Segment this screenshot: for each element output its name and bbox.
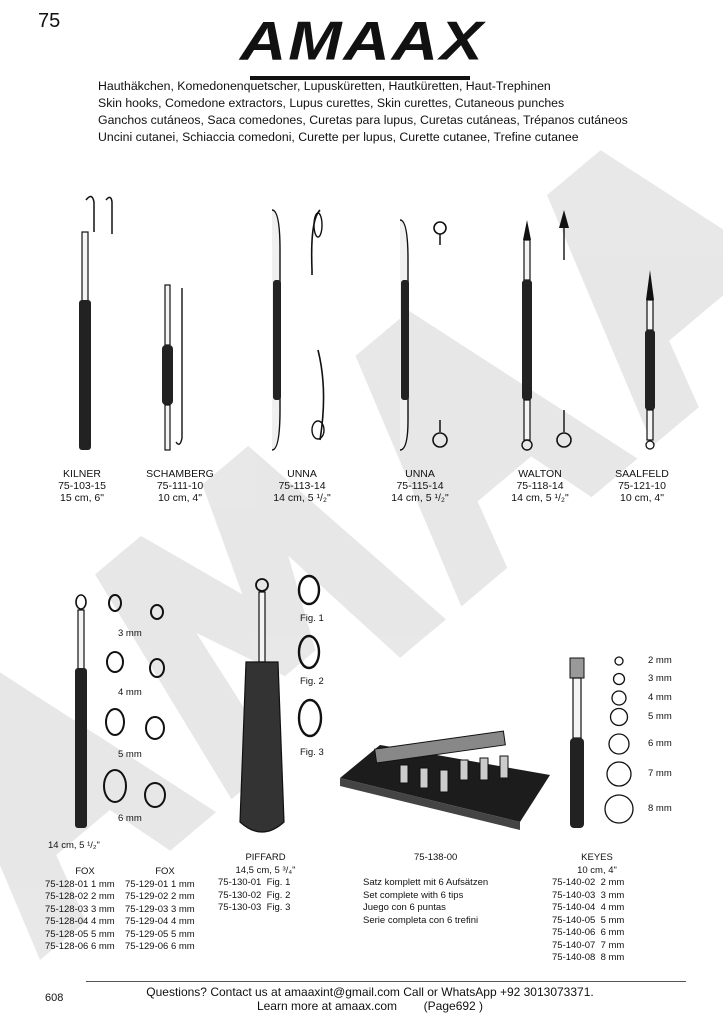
kilner-code: 75-103-15 bbox=[58, 480, 106, 492]
keyes-size: 10 cm, 4" bbox=[577, 864, 617, 876]
walton-size: 14 cm, 5 ¹/₂" bbox=[511, 492, 569, 504]
unna-113-illustration bbox=[272, 210, 324, 450]
piffard-130-03: 75-130-03 Fig. 3 bbox=[218, 902, 291, 913]
brand-logo: AMAAX bbox=[240, 10, 485, 72]
keyes-circle-label-3: 3 mm bbox=[648, 673, 672, 684]
set-line-it: Serie completa con 6 trefini bbox=[363, 914, 479, 926]
keyes-circle-label-7: 7 mm bbox=[648, 768, 672, 779]
unna-113-label bbox=[260, 468, 344, 504]
footer-page-ref: (Page692 ) bbox=[423, 999, 484, 1013]
saalfeld-illustration bbox=[645, 270, 655, 449]
fox-length: 14 cm, 5 ¹/₂" bbox=[48, 840, 100, 851]
fox-129-01: 75-129-01 1 mm bbox=[125, 878, 195, 890]
piffard-fig1-label: Fig. 1 bbox=[300, 613, 324, 624]
punch-set-illustration bbox=[340, 731, 550, 830]
footer-website[interactable]: Learn more at amaax.com bbox=[256, 999, 397, 1013]
fox-129-04: 75-129-04 4 mm bbox=[125, 916, 195, 927]
walton-code: 75-118-14 bbox=[516, 480, 564, 492]
fox-table bbox=[45, 866, 205, 954]
kilner-size: 15 cm, 6" bbox=[60, 492, 104, 504]
desc-english: Skin hooks, Comedone extractors, Lupus curettes, Skin curettes, Cutaneous punches bbox=[98, 96, 565, 110]
unna-113-name: UNNA bbox=[287, 468, 317, 480]
fox-128-06: 75-128-06 6 mm bbox=[45, 941, 115, 952]
schamberg-code: 75-111-10 bbox=[156, 480, 204, 492]
fox-129-02: 75-129-02 2 mm bbox=[125, 891, 195, 902]
fox-col2 bbox=[125, 879, 205, 954]
desc-german: Hauthäkchen, Komedonenquetscher, Lupusküretten, Hautküretten, Haut-Trephinen bbox=[98, 79, 551, 93]
footer-contact bbox=[130, 985, 610, 1013]
unna-115-code: 75-115-14 bbox=[396, 480, 444, 492]
keyes-circle-label-5: 5 mm bbox=[648, 711, 672, 722]
unna-115-label bbox=[378, 468, 462, 504]
fox-tip-size-4: 4 mm bbox=[118, 687, 142, 698]
desc-italian: Uncini cutanei, Schiaccia comedoni, Curette per lupus, Curette cutanee, Trefine cutanee bbox=[98, 130, 579, 144]
keyes-140-03: 75-140-03 3 mm bbox=[552, 889, 625, 901]
keyes-140-05: 75-140-05 5 mm bbox=[552, 914, 625, 926]
keyes-size-circles bbox=[605, 657, 633, 823]
walton-illustration bbox=[522, 210, 571, 450]
walton-name: WALTON bbox=[518, 468, 562, 480]
fox-col1-title: FOX bbox=[75, 866, 95, 877]
fox-tips-illustration bbox=[104, 595, 165, 807]
fox-col1 bbox=[45, 879, 125, 954]
set-line-en: Set complete with 6 tips bbox=[363, 889, 464, 901]
fox-tip-size-3: 3 mm bbox=[118, 628, 142, 639]
fox-129-05: 75-129-05 5 mm bbox=[125, 928, 195, 940]
fox-128-04: 75-128-04 4 mm bbox=[45, 916, 115, 927]
schamberg-size: 10 cm, 4" bbox=[158, 492, 202, 504]
footer-page-number: 608 bbox=[45, 992, 64, 1004]
set-line-es: Juego con 6 puntas bbox=[363, 902, 446, 913]
fox-col2-title: FOX bbox=[155, 866, 175, 877]
fox-128-02: 75-128-02 2 mm bbox=[45, 891, 115, 902]
kilner-name: KILNER bbox=[63, 468, 101, 480]
set-line-de: Satz komplett mit 6 Aufsätzen bbox=[363, 877, 489, 888]
fox-tip-size-6: 6 mm bbox=[118, 813, 142, 824]
unna-113-code: 75-113-14 bbox=[278, 480, 326, 492]
keyes-140-04: 75-140-04 4 mm bbox=[552, 902, 625, 913]
keyes-140-08: 75-140-08 8 mm bbox=[552, 952, 625, 963]
piffard-fig3-label: Fig. 3 bbox=[300, 747, 324, 758]
page-number: 75 bbox=[38, 10, 61, 32]
set-code: 75-138-00 bbox=[414, 852, 458, 863]
unna-113-size: 14 cm, 5 ¹/₂" bbox=[273, 492, 331, 504]
schamberg-illustration bbox=[162, 285, 182, 450]
desc-spanish: Ganchos cutáneos, Saca comedones, Curetas para lupus, Curetas cutáneas, Trépanos cutáneos bbox=[98, 113, 628, 127]
keyes-140-02: 75-140-02 2 mm bbox=[552, 877, 625, 888]
fox-129-06: 75-129-06 6 mm bbox=[125, 941, 195, 952]
fox-curette-illustration bbox=[75, 595, 87, 828]
keyes-punch-illustration bbox=[570, 658, 584, 828]
kilner-label bbox=[42, 468, 122, 504]
footer-learn-more bbox=[130, 999, 610, 1013]
footer-contact-line: Questions? Contact us at amaaxint@gmail.com Call or WhatsApp +92 3013073371. bbox=[146, 985, 594, 999]
fox-129-03: 75-129-03 3 mm bbox=[125, 903, 195, 915]
saalfeld-label bbox=[604, 468, 680, 504]
piffard-table bbox=[218, 852, 313, 915]
keyes-table bbox=[552, 852, 642, 965]
unna-115-name: UNNA bbox=[405, 468, 435, 480]
saalfeld-size: 10 cm, 4" bbox=[620, 492, 664, 504]
saalfeld-code: 75-121-10 bbox=[618, 480, 666, 492]
walton-label bbox=[498, 468, 582, 504]
kilner-hook-illustration bbox=[79, 196, 112, 450]
piffard-name: PIFFARD bbox=[245, 852, 286, 863]
keyes-140-07: 75-140-07 7 mm bbox=[552, 939, 625, 951]
keyes-140-06: 75-140-06 6 mm bbox=[552, 927, 625, 938]
keyes-circle-label-8: 8 mm bbox=[648, 803, 672, 814]
fox-128-01: 75-128-01 1 mm bbox=[45, 878, 115, 890]
unna-115-illustration bbox=[400, 220, 447, 450]
saalfeld-name: SAALFELD bbox=[615, 468, 669, 480]
keyes-circle-label-4: 4 mm bbox=[648, 692, 672, 703]
piffard-130-01: 75-130-01 Fig. 1 bbox=[218, 877, 291, 888]
piffard-130-02: 75-130-02 Fig. 2 bbox=[218, 889, 291, 901]
footer-divider bbox=[86, 981, 686, 982]
piffard-size: 14,5 cm, 5 ³/₄" bbox=[235, 864, 296, 876]
fox-128-03: 75-128-03 3 mm bbox=[45, 903, 115, 915]
set-description bbox=[363, 877, 488, 927]
keyes-name: KEYES bbox=[581, 852, 613, 863]
schamberg-name: SCHAMBERG bbox=[146, 468, 214, 480]
piffard-fig2-label: Fig. 2 bbox=[300, 676, 324, 687]
keyes-circle-label-6: 6 mm bbox=[648, 738, 672, 749]
fox-tip-size-5: 5 mm bbox=[118, 749, 142, 760]
keyes-circle-label-2: 2 mm bbox=[648, 655, 672, 666]
unna-115-size: 14 cm, 5 ¹/₂" bbox=[391, 492, 449, 504]
fox-128-05: 75-128-05 5 mm bbox=[45, 928, 115, 940]
schamberg-label bbox=[138, 468, 222, 504]
